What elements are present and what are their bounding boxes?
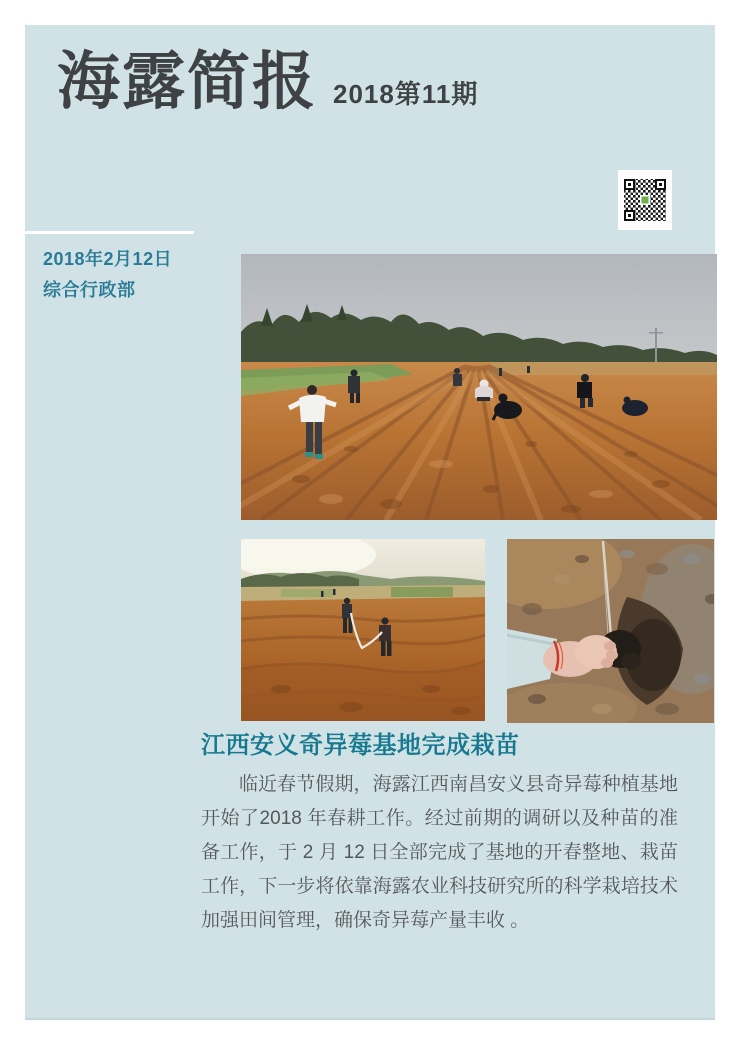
sidebar-divider-line <box>25 231 194 234</box>
article-body: 临近春节假期，海露江西南昌安义县奇异莓种植基地开始了2018 年春耕工作。经过前期的调研以及种苗的准备工作，于 2 月 12 日全部完成了基地的开春整地、栽苗工作，下一步将依靠海露农业科技研究所的科学栽培技术加强田间管理，确保奇异莓产量丰收 。 <box>201 774 678 931</box>
newsletter-title: 海露简报 <box>57 47 317 117</box>
photo-field-measuring <box>241 539 485 721</box>
article-heading: 江西安义奇异莓基地完成栽苗 <box>201 732 520 759</box>
qr-code-icon <box>618 170 672 230</box>
publish-date: 2018年2月12日 <box>43 249 173 269</box>
photo-hand-planting-seedling <box>507 539 714 723</box>
department-name: 综合行政部 <box>43 280 136 300</box>
main-photo-field-planting <box>241 254 717 520</box>
issue-number: 2018第11期 <box>333 79 479 109</box>
masthead <box>57 46 478 118</box>
